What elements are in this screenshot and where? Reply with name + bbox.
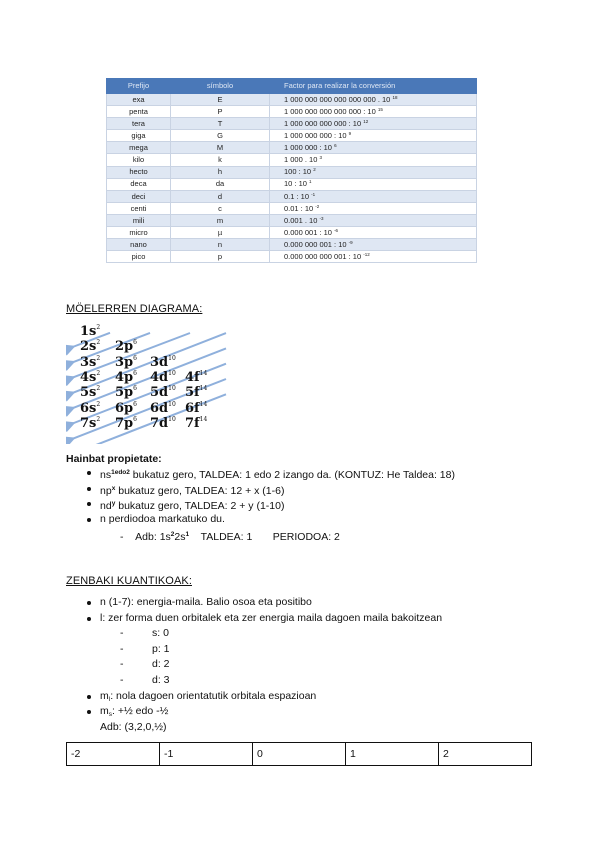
prefix-row	[107, 130, 477, 142]
l-value-text: p: 1	[152, 642, 170, 655]
moeller-row	[80, 355, 185, 370]
ml-values-table	[66, 742, 532, 766]
prefix-factor: 1 000 000 000 : 10 $^9$	[270, 130, 477, 142]
moeller-row	[80, 416, 220, 431]
l-value-text: d: 3	[152, 673, 170, 686]
bullet-icon	[87, 518, 91, 522]
prefix-name: kilo	[107, 154, 171, 166]
prefix-row	[107, 94, 477, 106]
property-nd-pre: nd	[100, 500, 112, 513]
l-value-d	[66, 657, 442, 673]
bullet-icon	[87, 502, 91, 506]
moeller-row	[80, 370, 220, 385]
prefix-symbol: E	[171, 94, 270, 106]
prefix-factor: 0.000 000 001 : 10 $^{-9}$	[270, 239, 477, 251]
prefix-name: hecto	[107, 166, 171, 178]
prefix-name: nano	[107, 239, 171, 251]
orbital: $2p^6$	[115, 339, 137, 355]
quantum-ms-sub: s	[108, 711, 112, 719]
prefix-symbol: da	[171, 178, 270, 190]
property-example	[66, 527, 455, 543]
prefix-row	[107, 106, 477, 118]
prefix-symbol: p	[171, 251, 270, 263]
orbital: $4f^{14}$	[185, 369, 208, 385]
l-value-text: s: 0	[152, 627, 169, 640]
prefix-row	[107, 166, 477, 178]
example-text: TALDEA: 1 PERIODOA: 2	[189, 531, 340, 544]
prefix-name: centi	[107, 202, 171, 214]
bullet-icon	[87, 601, 91, 605]
orbital: $7f^{14}$	[185, 415, 208, 431]
orbital: $3d^{10}$	[150, 354, 176, 370]
ml-values-row	[67, 743, 532, 766]
orbital: $6d^{10}$	[150, 400, 176, 416]
orbital: $4d^{10}$	[150, 369, 176, 385]
property-nd	[66, 496, 455, 512]
prefix-name: mega	[107, 142, 171, 154]
bullet-icon	[87, 710, 91, 714]
dash-marker: -	[120, 673, 124, 686]
prefix-name: mili	[107, 214, 171, 226]
l-value-text: d: 2	[152, 658, 170, 671]
prefix-row	[107, 239, 477, 251]
prefix-row	[107, 227, 477, 239]
prefix-name: exa	[107, 94, 171, 106]
orbital: $7s^2$	[80, 415, 101, 431]
orbital: $3s^2$	[80, 354, 101, 370]
orbital: $4s^2$	[80, 369, 101, 385]
prefix-factor: 100 : 10 $^2$	[270, 166, 477, 178]
moeller-row	[80, 339, 150, 354]
orbital: $1s^2$	[80, 324, 101, 339]
prefix-symbol: P	[171, 106, 270, 118]
l-value-p	[66, 642, 442, 658]
l-value-f	[66, 673, 442, 689]
quantum-ms-example	[66, 720, 442, 736]
orbital: $5d^{10}$	[150, 385, 176, 401]
prefix-row	[107, 214, 477, 226]
quantum-list	[66, 595, 442, 735]
prefix-factor: 0.000 000 000 001 : 10 $^{-12}$	[270, 251, 477, 263]
prefix-row	[107, 251, 477, 263]
property-np-text: bukatuz gero, TALDEA: 12 + x (1-6)	[115, 484, 285, 497]
prefix-factor: 1 000 . 10 $^3$	[270, 154, 477, 166]
ml-cell: 0	[253, 743, 346, 766]
prefix-factor: 0.1 : 10 $^{-1}$	[270, 190, 477, 202]
prefix-row	[107, 118, 477, 130]
properties-title: Hainbat propietate:	[66, 453, 162, 465]
property-np	[66, 481, 455, 497]
dash-marker: -	[120, 627, 124, 640]
bullet-icon	[87, 471, 91, 475]
quantum-ms-pre: m	[100, 705, 109, 718]
property-n-text: n perdiodoa markatuko du.	[100, 512, 225, 525]
property-np-pre: np	[100, 484, 112, 497]
prefix-row	[107, 202, 477, 214]
ml-cell: 1	[346, 743, 439, 766]
bullet-icon	[87, 487, 91, 491]
moeller-heading: MÖELERREN DIAGRAMA:	[66, 303, 203, 315]
header-symbol: símbolo	[171, 79, 270, 94]
prefix-symbol: d	[171, 190, 270, 202]
prefix-name: deca	[107, 178, 171, 190]
prefix-factor: 0.001 . 10 $^{-3}$	[270, 214, 477, 226]
header-factor: Factor para realizar la conversión	[270, 79, 477, 94]
prefix-symbol: c	[171, 202, 270, 214]
property-ns	[66, 465, 455, 481]
property-nd-text: bukatuz gero, TALDEA: 2 + y (1-10)	[115, 500, 285, 513]
orbital: $7p^6$	[115, 415, 137, 431]
prefix-factor: 1 000 000 000 000 : 10 $^{12}$	[270, 118, 477, 130]
property-ns-text: bukatuz gero, TALDEA: 1 edo 2 izango da. (KONTUZ: He Taldea: 18)	[129, 469, 455, 481]
orbital: $5p^6$	[115, 385, 137, 401]
prefix-symbol: n	[171, 239, 270, 251]
orbital: $3p^6$	[115, 354, 137, 370]
header-prefix: Prefijo	[107, 79, 171, 94]
prefix-factor: 1 000 000 : 10 $^6$	[270, 142, 477, 154]
prefix-symbol: h	[171, 166, 270, 178]
prefix-row	[107, 178, 477, 190]
prefix-factor: 1 000 000 000 000 000 000 . 10 $^{18}$	[270, 94, 477, 106]
quantum-ml-pre: m	[100, 689, 109, 702]
prefix-name: tera	[107, 118, 171, 130]
quantum-ms-text: : +½ edo -½	[112, 705, 169, 718]
ml-cell: -2	[67, 743, 160, 766]
dash-marker: -	[120, 658, 124, 671]
prefix-table-body	[107, 94, 477, 263]
dash-marker: -	[120, 642, 124, 655]
quantum-ml	[66, 689, 442, 705]
example-mid: 2s	[174, 531, 186, 544]
example-sup1: 2	[170, 531, 175, 539]
prefix-table-header	[107, 79, 477, 94]
property-n	[66, 512, 455, 528]
prefix-name: giga	[107, 130, 171, 142]
quantum-ms-example-text: Adb: (3,2,0,½)	[100, 720, 167, 733]
moeller-row	[80, 401, 220, 416]
moeller-diagram	[66, 324, 236, 444]
property-ns-pre: ns	[100, 469, 112, 481]
prefix-name: pico	[107, 251, 171, 263]
prefix-row	[107, 154, 477, 166]
quantum-n	[66, 595, 442, 611]
property-np-sup: x	[111, 484, 116, 492]
prefix-name: deci	[107, 190, 171, 202]
prefix-row	[107, 190, 477, 202]
quantum-l	[66, 611, 442, 627]
bullet-icon	[87, 695, 91, 699]
prefix-name: penta	[107, 106, 171, 118]
dash-marker: -	[120, 531, 124, 544]
orbital: $6p^6$	[115, 400, 137, 416]
prefix-symbol: µ	[171, 227, 270, 239]
quantum-ml-sub: l	[108, 695, 111, 703]
ml-cell: -1	[160, 743, 253, 766]
moeller-row	[80, 324, 115, 339]
prefix-factor: 1 000 000 000 000 000 : 10 $^{15}$	[270, 106, 477, 118]
prefix-factor: 0.01 : 10 $^{-2}$	[270, 202, 477, 214]
orbital: $5s^2$	[80, 385, 101, 401]
prefix-symbol: m	[171, 214, 270, 226]
property-nd-sup: y	[111, 500, 116, 508]
orbital: $5f^{14}$	[185, 385, 208, 401]
prefix-symbol: G	[171, 130, 270, 142]
properties-list	[66, 465, 455, 543]
quantum-l-text: l: zer forma duen orbitalek eta zer energia maila dagoen maila bakoitzean	[100, 611, 443, 624]
prefix-name: micro	[107, 227, 171, 239]
orbital: $2s^2$	[80, 339, 101, 355]
quantum-n-text: n (1-7): energia-maila. Balio osoa eta positibo	[100, 596, 312, 608]
prefix-symbol: T	[171, 118, 270, 130]
orbital: $7d^{10}$	[150, 415, 176, 431]
orbital: $6s^2$	[80, 400, 101, 416]
bullet-icon	[87, 617, 91, 621]
prefix-factor: 0.000 001 : 10 $^{-6}$	[270, 227, 477, 239]
ml-cell: 2	[439, 743, 532, 766]
example-sup2: 1	[185, 531, 190, 539]
prefix-symbol: M	[171, 142, 270, 154]
example-pre: Adb: 1s	[135, 531, 171, 544]
prefix-row	[107, 142, 477, 154]
property-ns-sup: 1edo2	[111, 469, 130, 476]
quantum-heading: ZENBAKI KUANTIKOAK:	[66, 575, 192, 587]
prefix-factor: 10 : 10 $^1$	[270, 178, 477, 190]
prefix-symbol: k	[171, 154, 270, 166]
l-value-s	[66, 626, 442, 642]
prefix-table	[106, 78, 477, 263]
quantum-ms	[66, 704, 442, 720]
orbital: $6f^{14}$	[185, 400, 208, 416]
orbital: $4p^6$	[115, 369, 137, 385]
quantum-ml-text: : nola dagoen orientatutik orbitala espazioan	[110, 689, 317, 702]
moeller-row	[80, 385, 220, 400]
